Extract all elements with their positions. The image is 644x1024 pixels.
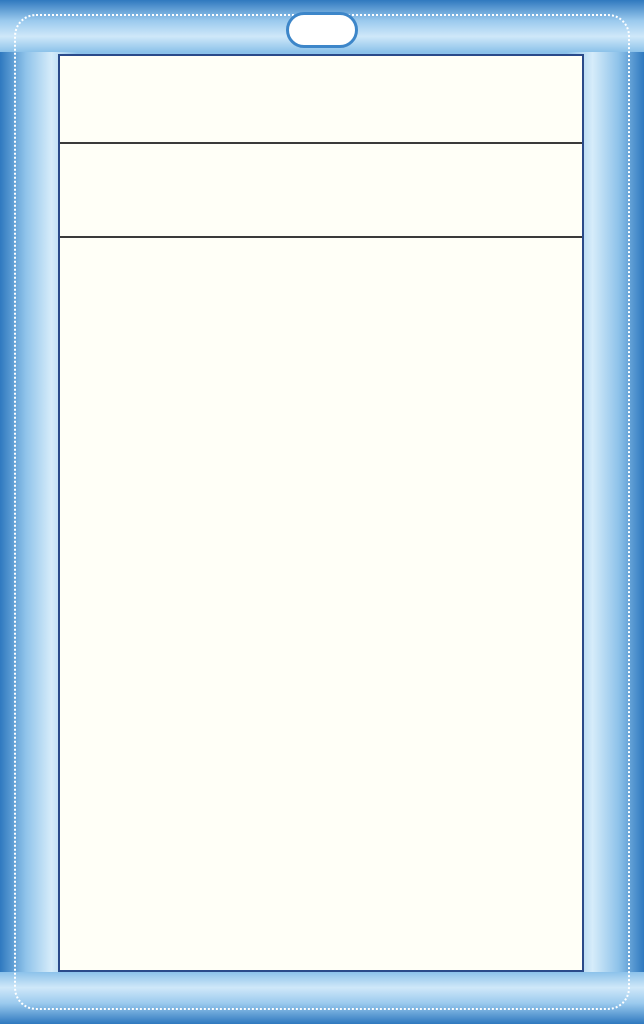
lesson-content [58, 54, 584, 972]
instructions-box [60, 144, 582, 238]
page-number [286, 12, 358, 48]
example-row [60, 56, 582, 144]
syllable-grid [60, 240, 582, 970]
